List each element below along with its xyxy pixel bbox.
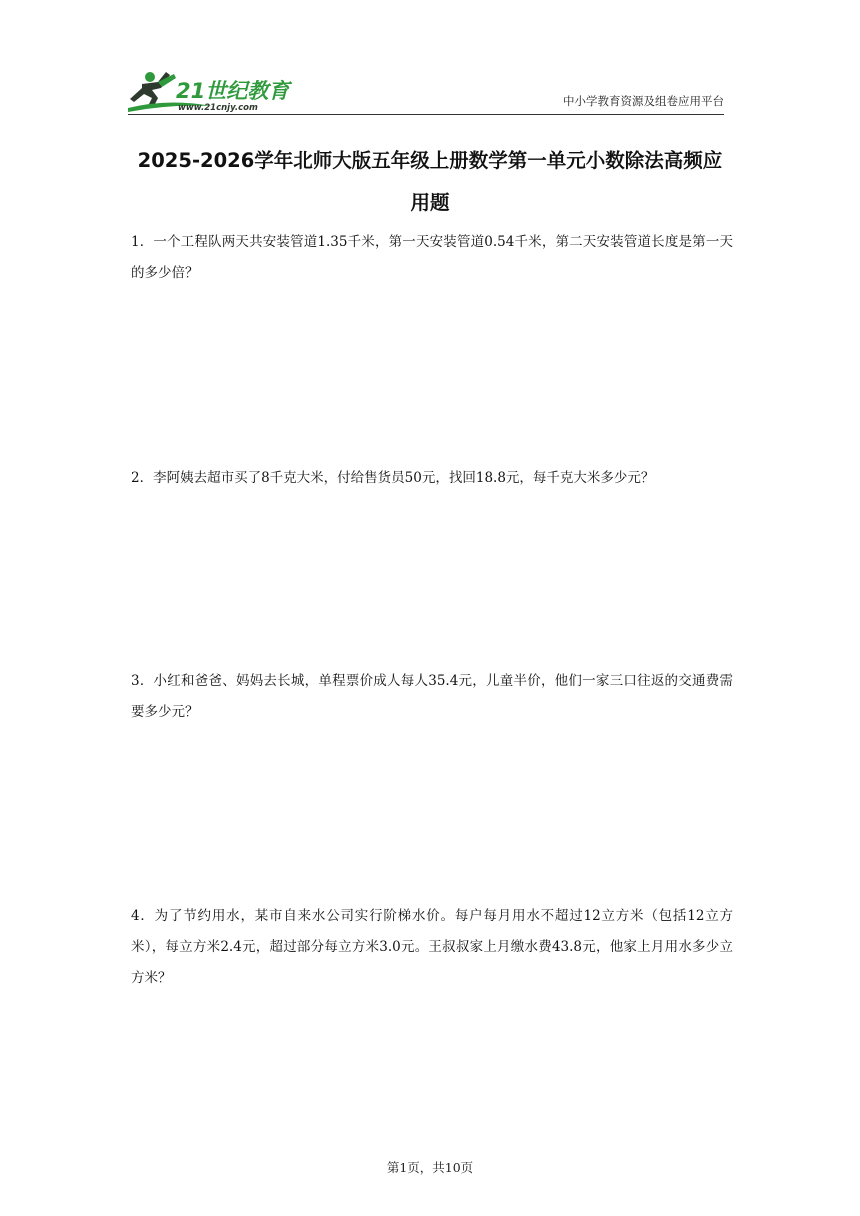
page-number: 第1页，共10页 xyxy=(386,1160,474,1175)
logo-text: 21世纪教育 xyxy=(176,79,290,103)
header-divider xyxy=(128,114,724,115)
question-3: 3．小红和爸爸、妈妈去长城，单程票价成人每人35.4元，儿童半价，他们一家三口往返的交通费需要多少元？ xyxy=(131,673,733,720)
logo-21cnjy xyxy=(128,68,298,114)
logo-url: www.21cnjy.com xyxy=(178,103,258,113)
document-title: 2025-2026学年北师大版五年级上册数学第一单元小数除法高频应用题 xyxy=(137,149,723,214)
platform-label: 中小学教育资源及组卷应用平台 xyxy=(563,94,724,108)
page-header xyxy=(128,68,724,114)
question-1: 1．一个工程队两天共安装管道1.35千米，第一天安装管道0.54千米，第二天安装管道长度是第一天的多少倍？ xyxy=(131,234,733,281)
question-4: 4．为了节约用水，某市自来水公司实行阶梯水价。每户每月用水不超过12立方米（包括12立方米），每立方米2.4元，超过部分每立方米3.0元。王叔叔家上月缴水费43.8元，他家上月用水多少立方米？ xyxy=(131,908,733,986)
question-2: 2．李阿姨去超市买了8千克大米，付给售货员50元，找回18.8元，每千克大米多少元？ xyxy=(131,470,655,486)
